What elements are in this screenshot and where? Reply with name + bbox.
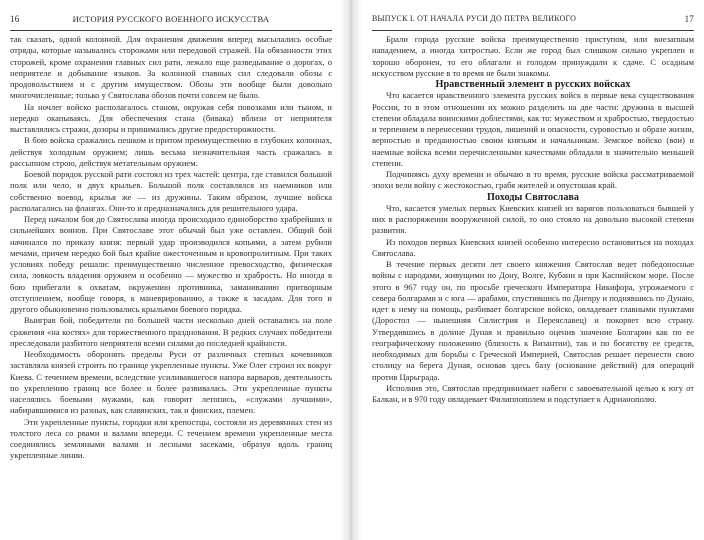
left-page-header	[10, 14, 332, 28]
section-heading-campaigns: Походы Святослава	[486, 191, 580, 203]
paragraph: Перед началом боя до Святослава иногда происходило единоборство храбрейших и сильнейших воинов. При Святославе этот обычай был уже оставлен. Общий бой начинался по приказу князя: первый удар производился копьями, а затем рубили мечами, причем нередко бой был крайне ожесточенным и кровопролитным. При таких условиях победу решали: преимущественно численное превосходство, физическая сила, ловкость владения оружием и особенно — мужество и храбрость. Но иногда в бою прибегали к охватам, окружению противника, заманиванию притворным отступлением, вообще говоря, к маневрированию, а также к засадам. Для того и другого обыкновенно пользовались крыльями боевого порядка.	[10, 214, 332, 314]
paragraph: Эти укрепленные пункты, городки или крепостцы, состояли из деревянных стен из толстого леса со рвами и валами впереди. С течением времени укрепленные места соединялись земляными валами и лесными засеками, образуя вдоль границ укрепленные линии.	[10, 416, 332, 461]
paragraph: Что касается нравственного элемента русских войск в первые века существования России, то в этом отношении их можно разделить на две части: дружина в высшей степени обладала воинскими доблестями, как то: мужеством и храбростью, твердостью и терпением в перенесении трудов, лишений и опасности, суровостью и образе жизни, верностью и преданностью своим князьям и начальникам. Земское войско (вои) и наемные войска всеми перечисленными качествами обладали в значительно меньшей степени.	[372, 90, 694, 168]
right-page-header	[372, 14, 694, 28]
right-page-number: 17	[684, 14, 694, 24]
paragraph: В бою войска сражались пешком и притом преимущественно в глубоких колоннах, действуя холодным оружием; лишь весьма незначительная часть сражалась в рассыпном строю, действуя метательным оружием.	[10, 135, 332, 168]
right-page-text	[372, 34, 694, 405]
paragraph: Выиграв бой, победители по большей части несколько дней оставались на поле сражения «на костях» для торжественного празднования. В редких случаях победители преследовали разбитого неприятеля всеми силами до последней крайности.	[10, 315, 332, 348]
paragraph: Боевой порядок русской рати состоял из трех частей: центра, где ставился большой полк или чело, и двух крыльев. Большой полк составлялся из наемников или собственно воевод, крылья же — из дружины. Таким образом, лучшие войска располагались на флангах. Они-то и предназначались для решительного удара.	[10, 169, 332, 213]
paragraph: так сказать, одной колонной. Для охранения движения вперед высылались особые отряды, которые назывались сторожами или передовой стражей. На обязанности этих сторожей, кроме охранения главных сил рати, лежало еще разведывание о дорогах, о неприятеле и добывание языков. За колонной главных сил следовали обозы с продовольствием и с другим имуществом. Обозы эти вообще были довольно многочисленные; только у Святослава обозов почти совсем не было.	[10, 34, 332, 101]
paragraph: В течение первых десяти лет своего княжения Святослав ведет победоносные войны с народами, живущими по Дону, Волге, Кубани и при Каспийском море. После этого в 967 году он, по просьбе греческого Императора Никифора, угрожаемого с севера болгарами и с юга — арабами, спустившись по Днепру и поднявшись по Дунаю, идет к нему на помощь, разбивает болгарское войско, овладевает главными пунктами (Доростол — нынешняя Силистрия и Переяславец) и покоряет всю страну. Утвердившись в долине Дуная и правильно оценив значение Болгарии как по ее географическому положению (близость к Византии), так и по богатству ее средств, необходимых для борьбы с Греческой Империей, Святослав решает перенести свою столицу на берега Дуная, основав здесь базу (основание действий) для операций против Царьграда.	[372, 259, 694, 382]
paragraph: Что, касается умелых первых Киевских князей из варягов пользоваться бывшей у них в распоряжении вооруженной силой, то оно стояло на довольно высокой степени развития.	[372, 202, 694, 236]
left-running-head: ИСТОРИЯ РУССКОГО ВОЕННОГО ИСКУССТВА	[72, 14, 270, 24]
left-page	[0, 0, 346, 540]
section-heading-moral: Нравственный элемент в русских войсках	[435, 79, 631, 90]
paragraph: Исполнив это, Святослав предпринимает набеги с завоевательной целью к югу от Балкан, и в 970 году овладевает Филиппополем и подступает к Адрианополю.	[372, 382, 694, 404]
paragraph: На ночлег войско располагалось станом, окружая себя повозками или тыном, и нередко окапываясь. Для обеспечения стана (бивака) вблизи от неприятеля выставлялись стражи, дозоры и принимались другие предосторожности.	[10, 101, 332, 134]
left-page-number: 16	[10, 14, 20, 24]
right-header-rule	[372, 30, 694, 31]
paragraph: Из походов первых Киевских князей особенно интересно остановиться на походах Святослава.	[372, 236, 694, 258]
paragraph: Необходимость оборонять пределы Руси от различных степных кочевников заставляла князей строить по границе укрепленные пункты. Уже Олег строил их вокруг Киева. С течением времени, вследствие усиливавшегося напора варваров, деятельность по укреплению границ все более и более развивалась. Эти укрепленные пункты населялись боевыми мужами, как говорит летопись, «служами лучшими», набиравшимися из разных, как славянских, так и финских, племен.	[10, 349, 332, 416]
paragraph: Брали города русские войска преимущественно приступом, или внезапным нападением, а иногда хитростью. Если же город был слишком сильно укреплен и хорошо оборонен, то его облагали и голодом принуждали к сдаче. С осадным искусством русские в то время не были знакомы.	[372, 34, 694, 78]
right-running-head: ВЫПУСК I. ОТ НАЧАЛА РУСИ ДО ПЕТРА ВЕЛИКОГО	[372, 14, 577, 23]
paragraph: Подчиняясь духу времени и обычаю в то время, русские войска рассматриваемой эпохи вели войну с жестокостью, грабя жителей и опустошая край.	[372, 169, 694, 191]
right-page	[358, 0, 704, 540]
left-page-text	[10, 34, 332, 462]
left-header-rule	[10, 30, 332, 31]
